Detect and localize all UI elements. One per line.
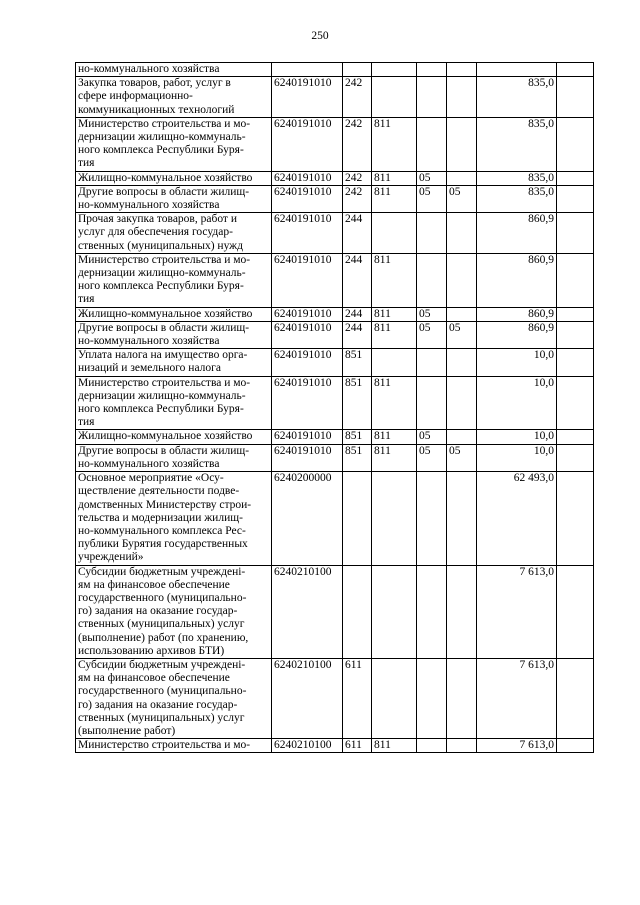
cell-expense-type	[343, 565, 372, 658]
cell-expense-type: 611	[343, 739, 372, 753]
cell-name: Прочая закупка товаров, работ и услуг для обеспечения государ- ственных (муниципальных) нужд	[76, 213, 272, 254]
cell-target-article: 6240191010	[272, 307, 343, 321]
cell-name: Субсидии бюджетным учрежденi- ям на финансовое обеспечение государственного (муниципально- го) задания на оказание государ- ственных (муниципальных) услуг (выполнение) работ (по хранению, использованию архивов БТИ)	[76, 565, 272, 658]
cell-subsection	[447, 63, 477, 77]
cell-sum: 62 493,0	[477, 472, 557, 565]
table-body	[76, 63, 594, 753]
cell-subsection	[447, 253, 477, 307]
table-row	[76, 349, 594, 376]
cell-empty	[557, 658, 594, 738]
cell-expense-type: 851	[343, 349, 372, 376]
cell-section: 05	[417, 171, 447, 185]
cell-expense-type: 242	[343, 77, 372, 118]
cell-sum: 835,0	[477, 77, 557, 118]
cell-expense-type: 242	[343, 171, 372, 185]
table-row	[76, 376, 594, 430]
cell-subsection	[447, 117, 477, 171]
cell-target-article: 6240191010	[272, 213, 343, 254]
cell-target-article: 6240191010	[272, 444, 343, 471]
cell-name: Закупка товаров, работ, услуг в сфере информационно- коммуникационных технологий	[76, 77, 272, 118]
cell-sum: 10,0	[477, 444, 557, 471]
table-row	[76, 117, 594, 171]
cell-target-article	[272, 63, 343, 77]
cell-target-article: 6240210100	[272, 658, 343, 738]
table-row	[76, 185, 594, 212]
cell-administrator: 811	[372, 321, 417, 348]
cell-administrator: 811	[372, 376, 417, 430]
cell-administrator: 811	[372, 430, 417, 444]
cell-name: Другие вопросы в области жилищ- но-коммунального хозяйства	[76, 321, 272, 348]
cell-section	[417, 213, 447, 254]
cell-name: Субсидии бюджетным учрежденi- ям на финансовое обеспечение государственного (муниципально- го) задания на оказание государ- ственных (муниципальных) услуг (выполнение работ)	[76, 658, 272, 738]
cell-sum	[477, 63, 557, 77]
cell-section	[417, 472, 447, 565]
cell-section	[417, 349, 447, 376]
cell-empty	[557, 472, 594, 565]
cell-empty	[557, 739, 594, 753]
cell-empty	[557, 349, 594, 376]
cell-target-article: 6240191010	[272, 185, 343, 212]
cell-subsection	[447, 472, 477, 565]
cell-section	[417, 739, 447, 753]
cell-section: 05	[417, 185, 447, 212]
cell-expense-type: 242	[343, 117, 372, 171]
cell-empty	[557, 253, 594, 307]
cell-subsection	[447, 658, 477, 738]
cell-name: Основное мероприятие «Осу- ществление деятельности подве- домственных Министерству строи- тельства и модернизации жилищ- но-коммунального комплекса Рес- публики Бурятия государственных учреждений»	[76, 472, 272, 565]
table-row	[76, 430, 594, 444]
cell-sum: 7 613,0	[477, 565, 557, 658]
cell-name: Уплата налога на имущество орга- низаций и земельного налога	[76, 349, 272, 376]
table-row	[76, 307, 594, 321]
cell-subsection: 05	[447, 444, 477, 471]
cell-target-article: 6240210100	[272, 739, 343, 753]
cell-name: Жилищно-коммунальное хозяйство	[76, 307, 272, 321]
cell-empty	[557, 171, 594, 185]
cell-name: Министерство строительства и мо- дернизации жилищно-коммуналь- ного комплекса Республики Буря- тия	[76, 117, 272, 171]
cell-section	[417, 77, 447, 118]
cell-expense-type: 244	[343, 321, 372, 348]
cell-subsection	[447, 565, 477, 658]
cell-expense-type: 851	[343, 430, 372, 444]
cell-sum: 860,9	[477, 307, 557, 321]
cell-target-article: 6240191010	[272, 77, 343, 118]
table-row	[76, 213, 594, 254]
cell-name: Другие вопросы в области жилищ- но-коммунального хозяйства	[76, 444, 272, 471]
cell-administrator: 811	[372, 444, 417, 471]
cell-administrator	[372, 349, 417, 376]
cell-administrator	[372, 213, 417, 254]
table-row	[76, 171, 594, 185]
cell-sum: 10,0	[477, 376, 557, 430]
cell-name: Другие вопросы в области жилищ- но-коммунального хозяйства	[76, 185, 272, 212]
cell-expense-type: 851	[343, 444, 372, 471]
cell-sum: 860,9	[477, 253, 557, 307]
cell-expense-type: 244	[343, 307, 372, 321]
cell-expense-type: 851	[343, 376, 372, 430]
cell-subsection	[447, 349, 477, 376]
cell-sum: 7 613,0	[477, 658, 557, 738]
cell-administrator: 811	[372, 117, 417, 171]
cell-subsection	[447, 739, 477, 753]
cell-target-article: 6240191010	[272, 253, 343, 307]
cell-section: 05	[417, 430, 447, 444]
cell-subsection	[447, 171, 477, 185]
page-number: 250	[311, 30, 329, 42]
cell-subsection: 05	[447, 321, 477, 348]
cell-sum: 10,0	[477, 349, 557, 376]
table-row	[76, 444, 594, 471]
cell-sum: 835,0	[477, 117, 557, 171]
cell-subsection	[447, 77, 477, 118]
cell-target-article: 6240210100	[272, 565, 343, 658]
cell-expense-type: 244	[343, 253, 372, 307]
cell-empty	[557, 63, 594, 77]
cell-sum: 860,9	[477, 213, 557, 254]
cell-section	[417, 63, 447, 77]
table-row	[76, 472, 594, 565]
cell-administrator: 811	[372, 185, 417, 212]
cell-administrator	[372, 565, 417, 658]
cell-name: но-коммунального хозяйства	[76, 63, 272, 77]
cell-administrator: 811	[372, 307, 417, 321]
cell-empty	[557, 444, 594, 471]
cell-section: 05	[417, 321, 447, 348]
cell-sum: 835,0	[477, 171, 557, 185]
cell-name: Министерство строительства и мо-	[76, 739, 272, 753]
cell-target-article: 6240200000	[272, 472, 343, 565]
budget-table	[75, 62, 594, 753]
cell-name: Министерство строительства и мо- дернизации жилищно-коммуналь- ного комплекса Республики Буря- тия	[76, 253, 272, 307]
cell-target-article: 6240191010	[272, 171, 343, 185]
table-row	[76, 658, 594, 738]
cell-administrator	[372, 472, 417, 565]
cell-sum: 10,0	[477, 430, 557, 444]
cell-expense-type	[343, 472, 372, 565]
cell-administrator	[372, 77, 417, 118]
cell-administrator: 811	[372, 253, 417, 307]
cell-subsection	[447, 307, 477, 321]
cell-administrator: 811	[372, 739, 417, 753]
table-row	[76, 77, 594, 118]
cell-subsection: 05	[447, 185, 477, 212]
cell-administrator: 811	[372, 171, 417, 185]
cell-administrator	[372, 658, 417, 738]
table-row	[76, 565, 594, 658]
cell-expense-type: 611	[343, 658, 372, 738]
cell-name: Министерство строительства и мо- дернизации жилищно-коммуналь- ного комплекса Республики Буря- тия	[76, 376, 272, 430]
cell-empty	[557, 307, 594, 321]
cell-administrator	[372, 63, 417, 77]
cell-empty	[557, 117, 594, 171]
cell-target-article: 6240191010	[272, 430, 343, 444]
cell-empty	[557, 213, 594, 254]
cell-empty	[557, 430, 594, 444]
cell-expense-type: 242	[343, 185, 372, 212]
cell-name: Жилищно-коммунальное хозяйство	[76, 430, 272, 444]
cell-section	[417, 253, 447, 307]
table-row	[76, 63, 594, 77]
table-row	[76, 253, 594, 307]
cell-empty	[557, 376, 594, 430]
cell-empty	[557, 321, 594, 348]
cell-empty	[557, 565, 594, 658]
cell-target-article: 6240191010	[272, 321, 343, 348]
cell-section	[417, 565, 447, 658]
cell-subsection	[447, 430, 477, 444]
cell-section	[417, 376, 447, 430]
cell-section: 05	[417, 307, 447, 321]
table-row	[76, 739, 594, 753]
cell-empty	[557, 185, 594, 212]
cell-expense-type: 244	[343, 213, 372, 254]
cell-subsection	[447, 213, 477, 254]
cell-target-article: 6240191010	[272, 117, 343, 171]
cell-sum: 835,0	[477, 185, 557, 212]
cell-target-article: 6240191010	[272, 349, 343, 376]
cell-sum: 860,9	[477, 321, 557, 348]
cell-sum: 7 613,0	[477, 739, 557, 753]
cell-empty	[557, 77, 594, 118]
cell-name: Жилищно-коммунальное хозяйство	[76, 171, 272, 185]
cell-section	[417, 658, 447, 738]
cell-section	[417, 117, 447, 171]
cell-target-article: 6240191010	[272, 376, 343, 430]
cell-section: 05	[417, 444, 447, 471]
cell-expense-type	[343, 63, 372, 77]
cell-subsection	[447, 376, 477, 430]
table-row	[76, 321, 594, 348]
